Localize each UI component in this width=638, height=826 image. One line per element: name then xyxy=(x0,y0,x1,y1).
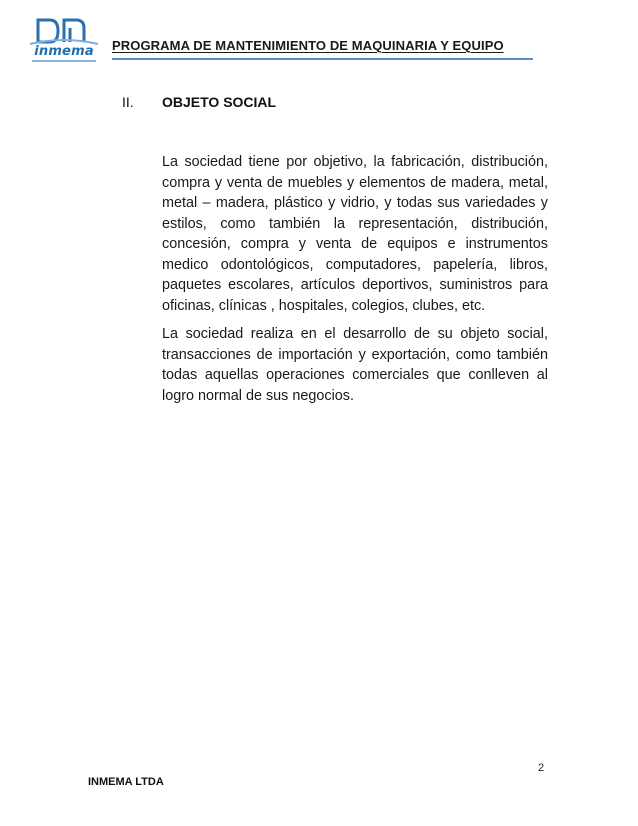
logo-mark-icon xyxy=(24,14,104,48)
logo-text: inmema xyxy=(34,44,94,59)
section-title: OBJETO SOCIAL xyxy=(162,94,277,110)
header-divider xyxy=(112,58,533,60)
footer-company-name: INMEMA LTDA xyxy=(88,776,164,788)
page-number: 2 xyxy=(538,762,545,774)
body-paragraph: La sociedad realiza en el desarrollo de su objeto social, transacciones de importación y exportación, como también todas aquellas operaciones comerciales que conlleven al logro normal de sus negocios. xyxy=(162,326,548,404)
document-header-title: PROGRAMA DE MANTENIMIENTO DE MAQUINARIA Y EQUIPO xyxy=(112,38,504,53)
body-paragraph: La sociedad tiene por objetivo, la fabricación, distribución, compra y venta de muebles y elementos de madera, metal, metal – madera, plástico y vidrio, y todas sus variedades y estilos, como también la representación, distribución, concesión, compra y venta de equipos e instrumentos medico odontológicos, computadores, papelería, libros, paquetes escolares, artículos deportivos, suministros para oficinas, clínicas , hospitales, colegios, clubes, etc. xyxy=(162,154,548,314)
section-number: II. xyxy=(122,94,134,110)
logo-underline xyxy=(32,60,96,62)
company-logo xyxy=(24,14,104,68)
